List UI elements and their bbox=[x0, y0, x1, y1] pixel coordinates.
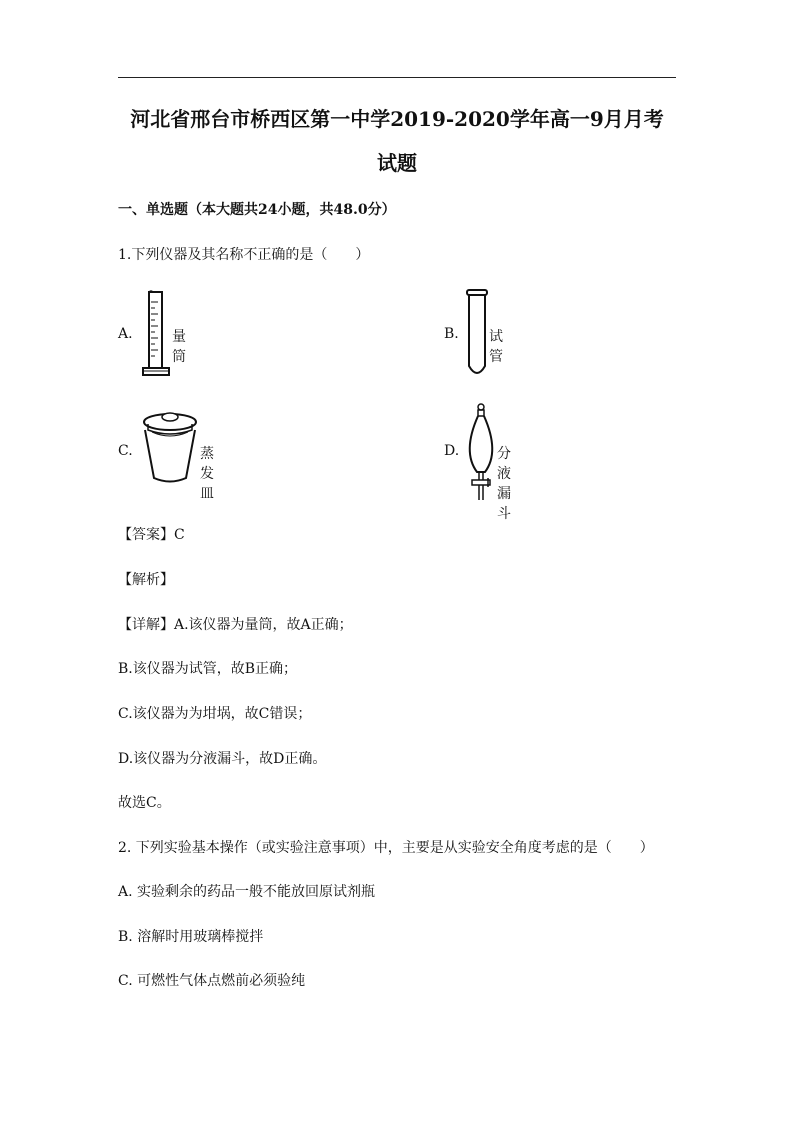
header-rule bbox=[118, 77, 676, 78]
q2-option-a: A. 实验剩余的药品一般不能放回原试剂瓶 bbox=[118, 884, 376, 900]
detail-line-1: 【详解】A.该仪器为量筒，故A正确； bbox=[118, 617, 353, 633]
option-a-name: 量筒 bbox=[172, 329, 186, 365]
option-c-letter: C. bbox=[118, 443, 133, 459]
answer-line: 【答案】C bbox=[118, 527, 185, 543]
q2-option-b: B. 溶解时用玻璃棒搅拌 bbox=[118, 929, 264, 945]
analysis-label: 【解析】 bbox=[118, 572, 174, 588]
document-title-line2: 试题 bbox=[377, 151, 417, 175]
option-b-name: 试管 bbox=[489, 329, 503, 365]
test-tube-icon bbox=[464, 288, 490, 380]
detail-line-3: C.该仪器为为坩埚，故C错误； bbox=[118, 706, 312, 722]
section-heading: 一、单选题（本大题共24小题，共48.0分） bbox=[118, 202, 396, 218]
question-1-stem: 1.下列仪器及其名称不正确的是（ ） bbox=[118, 247, 370, 263]
option-d-name: 分液漏斗 bbox=[497, 446, 511, 522]
option-b-letter: B. bbox=[444, 326, 459, 342]
option-a-letter: A. bbox=[118, 326, 133, 342]
conclusion-line: 故选C。 bbox=[118, 795, 171, 811]
q2-option-c: C. 可燃性气体点燃前必须验纯 bbox=[118, 973, 306, 989]
crucible-icon bbox=[138, 410, 202, 486]
option-c-name: 蒸发皿 bbox=[200, 446, 214, 502]
option-d-letter: D. bbox=[444, 443, 460, 459]
document-title-line1: 河北省邢台市桥西区第一中学2019-2020学年高一9月月考 bbox=[130, 107, 664, 131]
graduated-cylinder-icon bbox=[140, 290, 174, 380]
detail-line-2: B.该仪器为试管，故B正确； bbox=[118, 661, 298, 677]
question-2-stem: 2. 下列实验基本操作（或实验注意事项）中，主要是从实验安全角度考虑的是（ ） bbox=[118, 840, 654, 856]
detail-line-4: D.该仪器为分液漏斗，故D正确。 bbox=[118, 751, 327, 767]
